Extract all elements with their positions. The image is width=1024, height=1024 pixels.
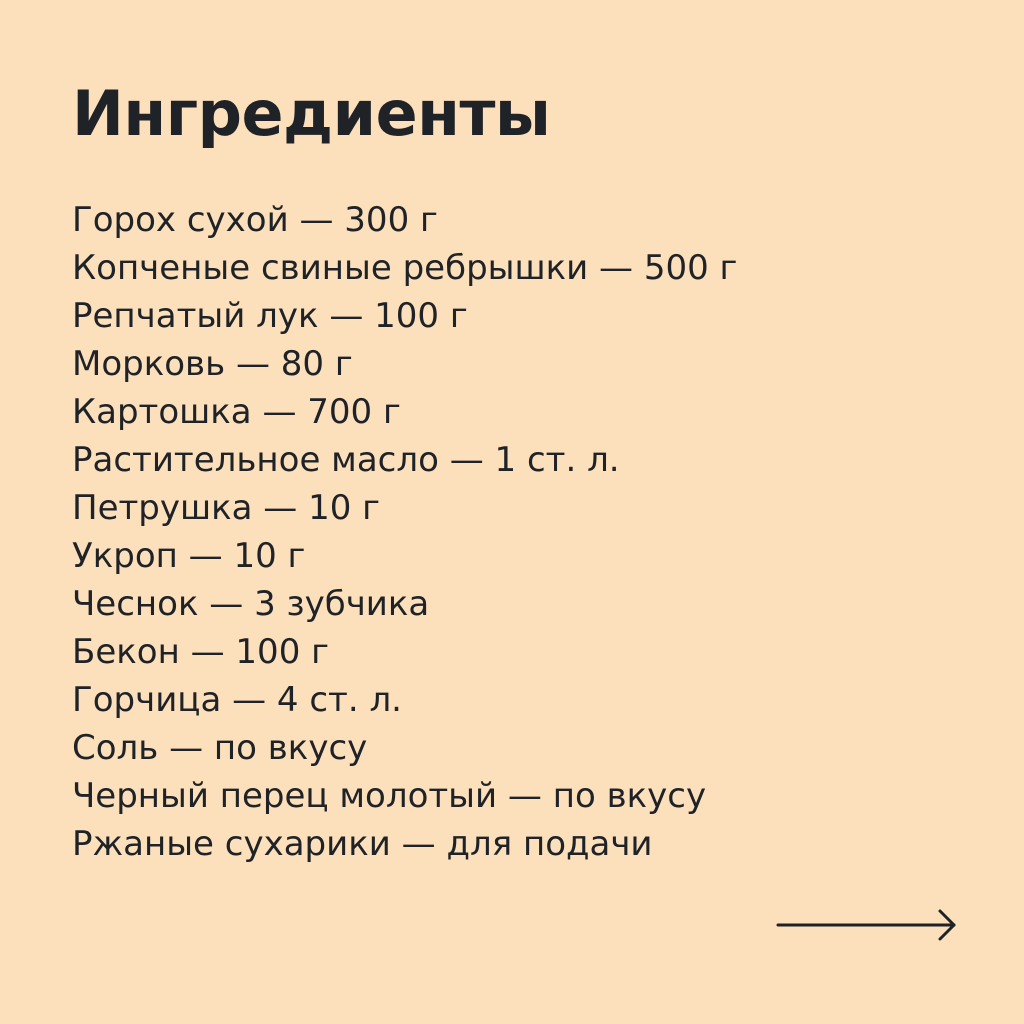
list-item: Ржаные сухарики — для подачи <box>72 824 653 864</box>
list-item: Морковь — 80 г <box>72 344 353 384</box>
list-item: Горох сухой — 300 г <box>72 200 438 240</box>
list-item: Растительное масло — 1 ст. л. <box>72 440 620 480</box>
list-item: Соль — по вкусу <box>72 728 368 768</box>
next-slide-button[interactable] <box>776 908 960 942</box>
list-item: Петрушка — 10 г <box>72 488 381 528</box>
list-item: Бекон — 100 г <box>72 632 329 672</box>
list-item: Копченые свиные ребрышки — 500 г <box>72 248 738 288</box>
list-item: Черный перец молотый — по вкусу <box>72 776 707 816</box>
arrow-right-icon <box>776 908 960 942</box>
ingredient-list <box>72 196 952 868</box>
list-item: Горчица — 4 ст. л. <box>72 680 402 720</box>
list-item: Чеснок — 3 зубчика <box>72 584 430 624</box>
page-title: Ингредиенты <box>72 77 551 150</box>
list-item: Укроп — 10 г <box>72 536 306 576</box>
list-item: Картошка — 700 г <box>72 392 401 432</box>
list-item: Репчатый лук — 100 г <box>72 296 468 336</box>
